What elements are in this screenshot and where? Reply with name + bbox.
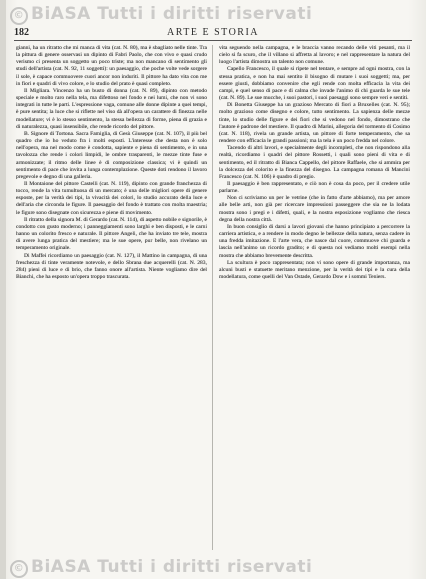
watermark-bottom	[10, 557, 312, 578]
page-header	[14, 27, 412, 41]
paragraph: vita seguendo nella campagna, e le braccia vanno recando delle viti pesanti, ma il cielo si fa scuro, che il villano si affretta al lavoro; e nel rappresentare la natura del luogo l'artista dimostra un talento non comune.	[219, 45, 410, 66]
paragraph: Il ritratto della signora M. di Gerardo (cat. N. 114), di aspetto nobile e signorile, è condotto con gusto moderno; i panneggiamenti sono larghi e ben disposti, e le carni hanno un colorito fresco e naturale. Il pittore Angeli, che ha inviato tre tele, mostra di avere lunga pratica del mestiere; ma le sue opere, pur belle, non rivelano un temperamento originale.	[16, 216, 207, 252]
running-title: ARTE E STORIA	[166, 27, 260, 38]
column-divider	[212, 45, 213, 550]
paragraph: Il Montaione del pittore Castelli (cat. N. 119), dipinto con grande franchezza di tocco, rende la vita tumultuosa di un mercato; è una delle migliori opere di genere esposte, per la verità dei tipi, la vivacità dei colori, lo studio accurato della luce e dell'aria che circonda le figure. Il paesaggio del fondo è trattato con molta maestria; le figure sono disegnate con sicurezza e piene di movimento.	[16, 180, 207, 216]
paragraph: gianni, ha un ritratto che mi manca di vita (cat. N. 80), ma è sbagliato nelle tinte. Tra la pittura di genere osservasi un dipinto di Fabri Paolo, che con vivo e quasi crudo verismo ci presenta un soggetto un poco triste; ma non mancano di sentimento gli studi dell'artista (cat. N. 92, 11 soggetti): un paesaggio, che poche volte vede sorgere il sole, è capace commuovere cuori ancor non induriti. Il pittore ha dato vita con me in fiori e quadri di vivo colore, e lo studio del prato è quasi completo.	[16, 45, 207, 87]
paragraph: Tacendo di altri lavori, e specialmente degli incompleti, che non rispondono alla realtà, ricordiamo i quadri del pittore Rossetti, i quali sono pieni di vita e di sentimento, ed il ritratto di Bianca Cappello, del pittore Raffaele, che si ammira per la dolcezza del colorito e la finezza del disegno. La campagna romana di Mancini Francesco (cat. N. 106) è quadro di pregio.	[219, 145, 410, 180]
paragraph: Di Bonetta Giuseppe ha un grazioso Mercato di fiori a Bruxelles (cat. N. 95); molto grazioso come disegno e colore, tutto sentimento. La sapienza delle mezze tinte, lo studio delle figure e dei fiori che si vedono nel fondo, dimostrano che l'autore è padrone del mestiere. Il quadro di Marini, allegoria del tormento di Cosimo (cat. N. 118), rivela un grande artista, un pittore di forte temperamento, che sa rendere con efficacia le grandi passioni; ma la tela è un poco fredda nel colore.	[219, 102, 410, 145]
copyright-mark: ©	[10, 560, 28, 578]
header-rule	[14, 40, 412, 41]
watermark-text: BiASA Tutti i diritti riservati	[31, 4, 313, 24]
watermark-text: BiASA Tutti i diritti riservati	[31, 557, 313, 577]
paragraph: In buon consiglio di darsi a lavori giovani che hanno principiato a percorrere la carriera artistica, e a rendere in modo degno le bellezze della natura, senza cadere in una fredda imitazione. E l'arte vera, che nasce dal cuore, commuove chi guarda e lascia nell'animo un ricordo gradito; e di questa noi vediamo molti esempi nella mostra che abbiamo brevemente descritta.	[219, 223, 410, 259]
paragraph: Capello Francesco, il quale si ripete nel tentare, e sempre ad ogni mostra, con la stessa pratica, e non ha mai sentito il bisogno di mutare i suoi soggetti; ma, per essere giusti, dobbiamo convenire che egli rende con molta efficacia la vita dei campi, e quel senso di pace e di calma che invade l'animo di chi guarda le sue tele (cat. N. 89). Le sue mucche, i suoi pastori, i suoi paesaggi sono sempre veri e sentiti.	[219, 66, 410, 102]
paragraph: La scultura è poco rappresentata; non vi sono opere di grande importanza, ma alcuni busti e statuette meritano menzione, per la verità dei tipi e la cura della modellatura, come quelli del Van Ostade, Gerardo Dow e i sommi Teniers.	[219, 259, 410, 280]
text-column-left	[16, 45, 207, 550]
paragraph: Di Maffei ricordiamo un paesaggio (cat. N. 127), il Mattino in campagna, di una freschezza di tinte veramente notevole, e dello Sbrana due acquerelli (cat. N. 283, 284) pieni di luce e di brio, che fanno onore all'artista. Niente vogliamo dire del Bianchi, che ha esposto un'opera troppo trascurata.	[16, 252, 207, 280]
paragraph: Non ci scriviamo un per le vetrine (che in fatto d'arte abbiamo), ma per amore alle belle arti, non già per ricercare impressioni passeggere che sia ne la lodata mostra sono i pregi e i difetti, quali, e la nostra esposizione vogliamo che riesca degna della nostra città.	[219, 195, 410, 223]
paragraph: Il Migliara. Vincenzo ha un busto di donna (cat. N. 89), dipinto con metodo speciale e molto raro nella tela, ma difettoso nel fondo e nei lumi, che non vi sono integrati in tutte le parti. L'espressione vaga, comune alle donne dipinte a quei tempi, è pure sentita; la luce che si riflette nel viso dà all'opera un carattere di finezza nelle modellature; vi è lo stesso sentimento, la stessa bellezza di forme, piena di grazia e di naturalezza, quasi insensibile, che rende ricordo del pittore.	[16, 87, 207, 130]
watermark-top	[10, 4, 312, 25]
binding-gutter	[0, 0, 6, 579]
paragraph: Il paesaggio è ben rappresentato, e ciò non è cosa da poco, per il credere utile parlarne.	[219, 180, 410, 195]
page-number: 182	[14, 27, 29, 38]
text-column-right	[219, 45, 410, 550]
copyright-mark: ©	[10, 7, 28, 25]
paragraph: B. Signore di Tortona. Sacra Famiglia, di Gesù Giuseppe (cat. N. 107), il più bel quadro che io ho veduto fra i molti esposti. L'interesse che desta non è solo nell'opera, ma nel modo come è condotta, sapiente e piena di sentimento, e in una tavolozza che rende i colori limpidi, le ombre trasparenti, le mezze tinte fuse e armonizzate; il ritmo delle linee è di composizione classica; vi è quindi un sentimento di pace che invita a lunga contemplazione. Queste doti rendono il lavoro pregevole e degno di una galleria.	[16, 130, 207, 180]
